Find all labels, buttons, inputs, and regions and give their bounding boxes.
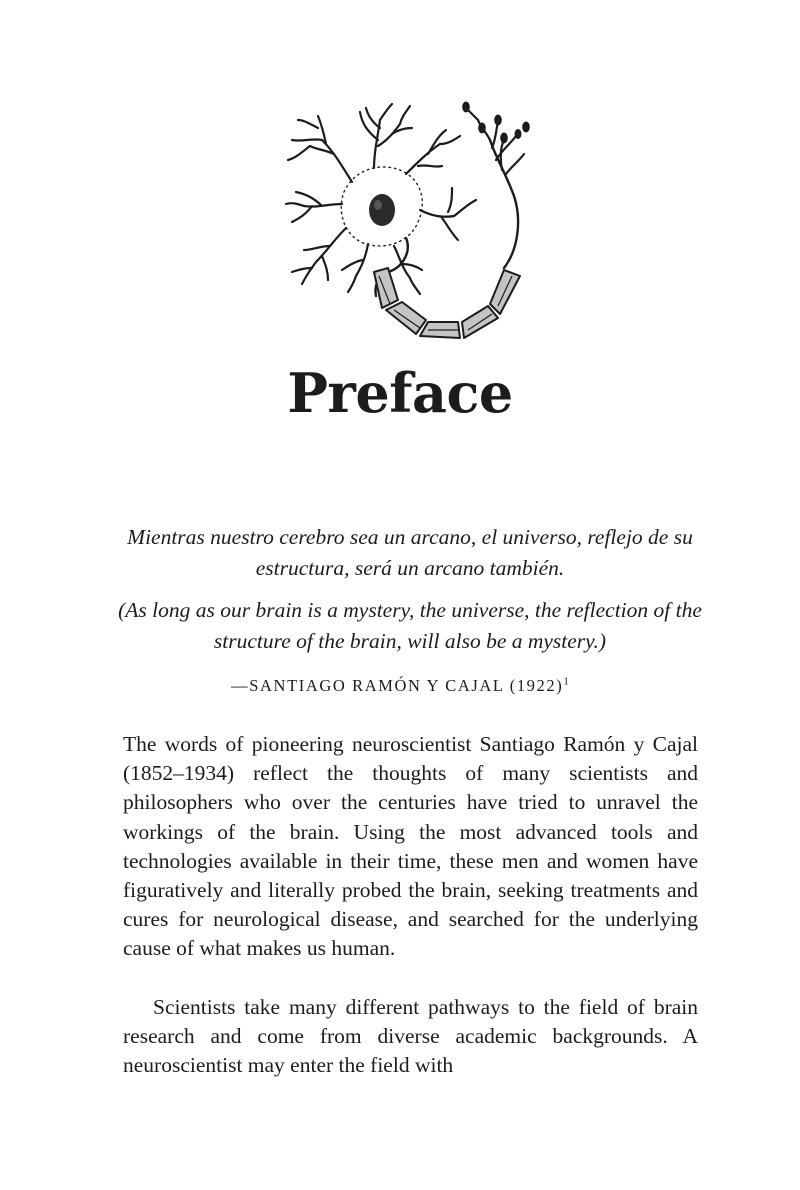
- body-paragraph-2: Scientists take many different pathways to the field of brain research and come from diverse academic backgrounds. A neuroscientist may enter the field with: [123, 995, 698, 1078]
- page-title: Preface: [287, 361, 513, 425]
- body-paragraph-1: The words of pioneering neuroscientist Santiago Ramón y Cajal (1852–1934) reflect the thoughts of many scientists and philosophers who over the centuries have tried to unravel the workings of the brain. Using the most advanced tools and technologies available in their time, these men and women have figuratively and literally probed the brain, seeking treatments and cures for neurological disease, and searched for the underlying cause of what makes us human.: [123, 732, 698, 961]
- neuron-illustration-icon: [282, 100, 532, 340]
- epigraph-attribution: [0, 676, 800, 696]
- attribution-text: —SANTIAGO RAMÓN Y CAJAL (1922): [231, 676, 564, 695]
- epigraph-spanish: Mientras nuestro cerebro sea un arcano, el universo, reflejo de su estructura, será un arcano también.: [127, 525, 693, 580]
- epigraph-english: (As long as our brain is a mystery, the universe, the reflection of the structure of the brain, will also be a mystery.): [118, 598, 702, 653]
- footnote-marker[interactable]: 1: [563, 675, 569, 688]
